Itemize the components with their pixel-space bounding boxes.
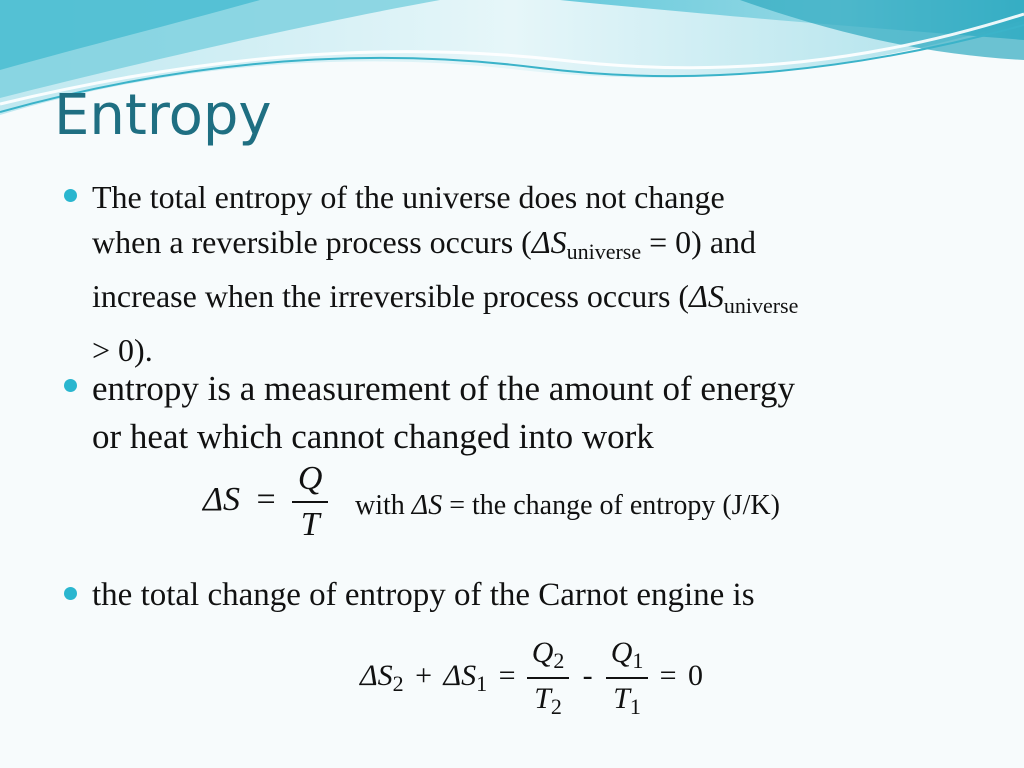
fraction-q2-t2 bbox=[527, 636, 569, 720]
formula-numerator: Q bbox=[297, 460, 323, 497]
equals-sign: = bbox=[498, 658, 516, 692]
entropy-formula bbox=[203, 460, 328, 544]
formula-denominator: T bbox=[300, 506, 320, 543]
bullet-1-line-1: The total entropy of the universe does not change bbox=[92, 179, 725, 215]
note-rest: = the change of entropy (J/K) bbox=[442, 490, 780, 521]
entropy-formula-note bbox=[355, 490, 780, 522]
q2-symbol: Q bbox=[531, 636, 554, 669]
denominator-t1 bbox=[606, 682, 648, 720]
note-symbol: ΔS bbox=[411, 490, 443, 521]
t2-symbol: T bbox=[534, 682, 551, 715]
subscript-2: 2 bbox=[392, 670, 404, 696]
note-prefix: with bbox=[355, 490, 412, 521]
bullet-1-line-2-end: = 0) and bbox=[641, 224, 757, 260]
carnot-entropy-formula bbox=[360, 636, 703, 720]
formula-lhs: ΔS bbox=[203, 480, 240, 518]
q2-subscript: 2 bbox=[553, 648, 565, 673]
slide-title: Entropy bbox=[54, 83, 272, 148]
bullet-reversible-entropy bbox=[92, 175, 972, 373]
subscript-universe: universe bbox=[723, 293, 799, 318]
numerator-q1 bbox=[606, 636, 648, 674]
bullet-dot-icon bbox=[64, 587, 77, 600]
bullet-1-line-4: > 0). bbox=[92, 332, 153, 368]
q1-symbol: Q bbox=[610, 636, 633, 669]
plus-sign: + bbox=[415, 658, 433, 692]
minus-sign: - bbox=[582, 658, 593, 692]
delta-s-symbol: ΔS bbox=[531, 224, 567, 260]
t1-subscript: 1 bbox=[629, 694, 641, 719]
bullet-dot-icon bbox=[64, 189, 77, 202]
formula-fraction bbox=[292, 460, 328, 544]
bullet-dot-icon bbox=[64, 379, 77, 392]
denominator-t2 bbox=[527, 682, 569, 720]
bullet-2-line-1: entropy is a measurement of the amount of energy bbox=[92, 369, 796, 408]
delta-s1: ΔS bbox=[443, 658, 477, 692]
bullet-1-line-2-start: when a reversible process occurs ( bbox=[92, 224, 532, 260]
delta-s2: ΔS bbox=[360, 658, 393, 692]
t1-symbol: T bbox=[613, 682, 630, 715]
subscript-universe: universe bbox=[566, 239, 642, 264]
fraction-bar bbox=[606, 677, 648, 679]
equals-sign-2: = bbox=[659, 658, 677, 692]
fraction-q1-t1 bbox=[606, 636, 648, 720]
bullet-2-line-2: or heat which cannot changed into work bbox=[92, 417, 654, 456]
t2-subscript: 2 bbox=[550, 694, 562, 719]
zero-value: 0 bbox=[687, 658, 703, 692]
subscript-1: 1 bbox=[476, 670, 488, 696]
fraction-bar bbox=[527, 677, 569, 679]
q1-subscript: 1 bbox=[632, 648, 644, 673]
formula-equals: = bbox=[256, 480, 276, 518]
numerator-q2 bbox=[527, 636, 569, 674]
delta-s-symbol: ΔS bbox=[689, 278, 724, 314]
bullet-carnot-entropy bbox=[92, 573, 992, 618]
bullet-1-line-3-start: increase when the irreversible process occurs ( bbox=[92, 278, 690, 314]
fraction-bar bbox=[292, 501, 328, 503]
bullet-3-line-1: the total change of entropy of the Carnot engine is bbox=[92, 577, 755, 613]
bullet-entropy-definition bbox=[92, 365, 992, 461]
